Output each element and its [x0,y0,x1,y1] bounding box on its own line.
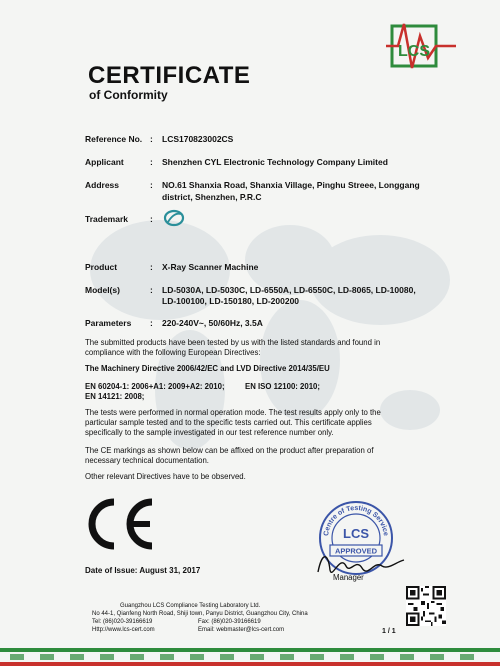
models-line1: LD-5030A, LD-5030C, LD-6550A, LD-6550C, LD-8065, LD-10080, [162,285,416,295]
footer-website[interactable]: Http://www.lcs-cert.com [92,627,155,633]
certificate-subtitle: of Conformity [89,88,168,102]
colon: : [150,262,153,272]
footer-email[interactable]: Email: webmaster@lcs-cert.com [198,627,285,633]
applicant-value: Shenzhen CYL Electronic Technology Company Limited [162,157,388,167]
reference-label: Reference No. [85,134,143,144]
footer-tel: Tel: (86)020-39166619 [92,619,153,625]
colon: : [150,180,153,190]
ce-mark-icon [80,496,156,552]
certificate-title: CERTIFICATE [88,62,251,89]
trademark-label: Trademark [85,214,128,224]
stamp-band-text: APPROVED [334,546,378,556]
applicant-label: Applicant [85,157,124,167]
models-line2: LD-100100, LD-150180, LD-200200 [162,296,300,306]
colon: : [150,134,153,144]
decorative-bottom-strip [0,648,500,666]
stamp-inner-text: LCS [343,526,369,541]
footer-company: Guangzhou LCS Compliance Testing Laboratory Ltd. [120,603,261,609]
colon: : [150,157,153,167]
footer-fax: Fax: (86)020-39166619 [198,619,261,625]
svg-text:LCS: LCS [398,43,430,60]
intro-line1: The submitted products have been tested by us with the listed standards and found in [85,338,381,347]
standard-en14121: EN 14121: 2008; [85,392,145,401]
directive-text: The Machinery Directive 2006/42/EC and LVD Directive 2014/35/EU [85,364,330,373]
address-label: Address [85,180,120,190]
tests-line1: The tests were performed in normal operation mode. The test results apply only to the [85,408,381,417]
tests-line3: specifically to the sample investigated in our test reference number only. [85,428,334,437]
lcs-logo [386,16,456,80]
parameters-label: Parameters [85,318,132,328]
intro-line2: compliance with the following European Directives: [85,348,261,357]
page-number: 1 / 1 [382,628,396,635]
colon: : [150,318,153,328]
address-line1: NO.61 Shanxia Road, Shanxia Village, Pinghu Streee, Longgang [162,180,420,190]
tests-line2: particular sample tested and to the specific tests carried out. This certificate applies [85,418,372,427]
product-value: X-Ray Scanner Machine [162,262,259,272]
manager-label: Manager [333,573,364,582]
date-of-issue: Date of Issue: August 31, 2017 [85,566,201,575]
models-label: Model(s) [85,285,120,295]
product-label: Product [85,262,118,272]
ce-marking-line1: The CE markings as shown below can be affixed on the product after preparation of [85,446,374,455]
stamp-ring-text: Centre of Testing Service [323,504,389,537]
parameters-value: 220-240V~, 50/60Hz, 3.5A [162,318,263,328]
reference-value: LCS170823002CS [162,134,234,144]
trademark-leaf-icon [163,208,185,228]
other-directives: Other relevant Directives have to be observed. [85,472,246,481]
address-line2: district, Shenzhen, P.R.C [162,192,262,202]
qr-code [406,586,446,626]
ce-marking-line2: necessary technical documentation. [85,456,209,465]
footer-address: No 44-1, Qianfeng North Road, Shiji town, Panyu District, Guangzhou City, China [92,611,308,617]
colon: : [150,285,153,295]
standard-en60204: EN 60204-1: 2006+A1: 2009+A2: 2010; [85,382,225,391]
colon: : [150,214,153,224]
standard-en-iso12100: EN ISO 12100: 2010; [245,382,320,391]
